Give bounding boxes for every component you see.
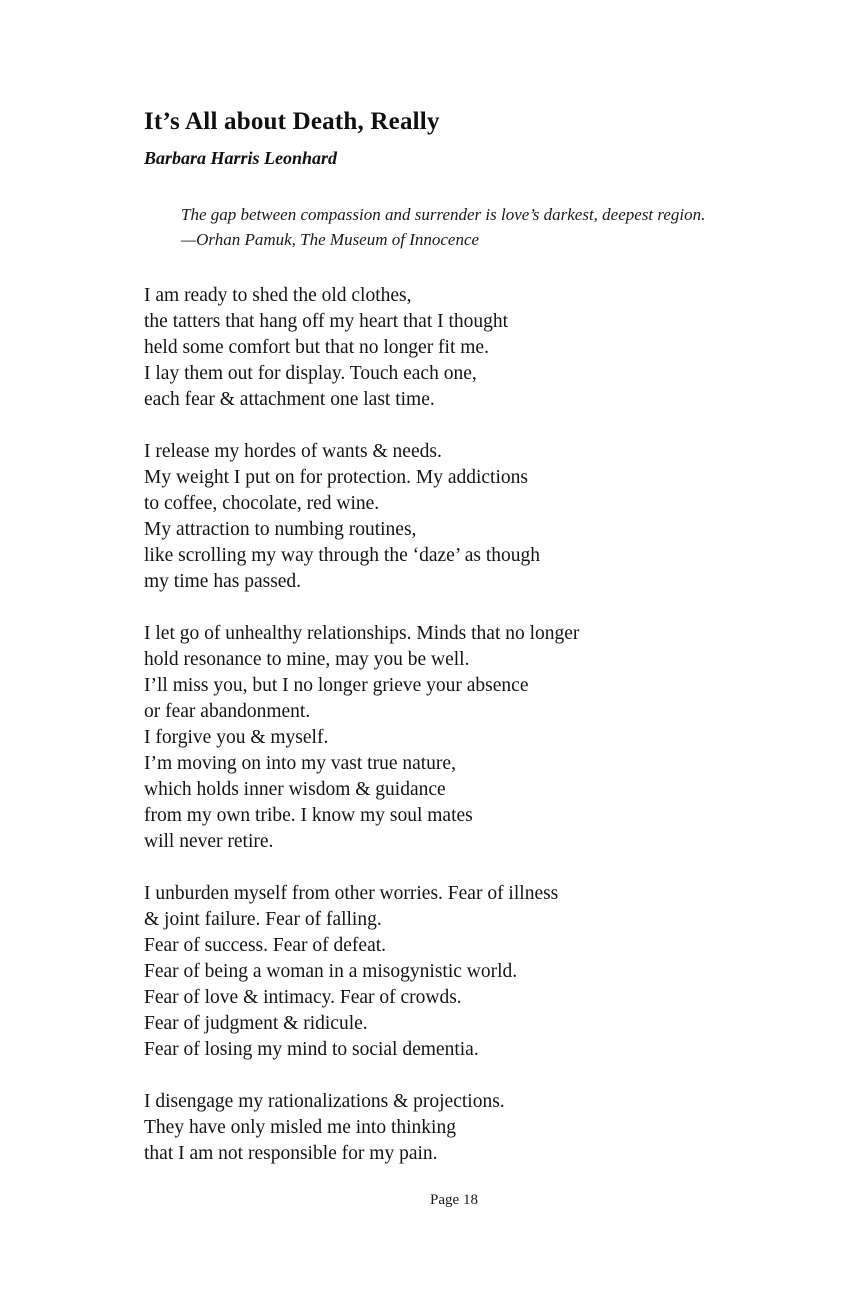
stanza [144, 439, 764, 595]
poem-line: each fear & attachment one last time. [144, 389, 435, 410]
poem-line: They have only misled me into thinking [144, 1117, 456, 1138]
poem-line: that I am not responsible for my pain. [144, 1143, 438, 1164]
poem-title: It’s All about Death, Really [144, 108, 440, 135]
stanza [144, 1089, 764, 1167]
poem-line: I am ready to shed the old clothes, [144, 285, 412, 306]
epigraph-attribution: —Orhan Pamuk, The Museum of Innocence [181, 230, 480, 249]
poem-line: hold resonance to mine, may you be well. [144, 649, 470, 670]
poem-line: I let go of unhealthy relationships. Minds that no longer [144, 623, 580, 644]
poem-line: from my own tribe. I know my soul mates [144, 805, 473, 826]
poem-line: which holds inner wisdom & guidance [144, 779, 446, 800]
poem-line: Fear of success. Fear of defeat. [144, 935, 387, 956]
page-number: Page 18 [430, 1192, 478, 1208]
poem-line: I’m moving on into my vast true nature, [144, 753, 456, 774]
poem-line: like scrolling my way through the ‘daze’ as though [144, 545, 541, 566]
poem-line: I lay them out for display. Touch each one, [144, 363, 477, 384]
poem-line: & joint failure. Fear of falling. [144, 909, 382, 930]
poem-line: my time has passed. [144, 571, 302, 592]
poem-line: Fear of judgment & ridicule. [144, 1013, 368, 1034]
poem-line: I disengage my rationalizations & projections. [144, 1091, 505, 1112]
poem-line: My attraction to numbing routines, [144, 519, 417, 540]
poem-line: I release my hordes of wants & needs. [144, 441, 442, 462]
poem-line: will never retire. [144, 831, 274, 852]
poem-line: Fear of love & intimacy. Fear of crowds. [144, 987, 462, 1008]
poem-line: I’ll miss you, but I no longer grieve your absence [144, 675, 529, 696]
poem-line: Fear of losing my mind to social dementia. [144, 1039, 479, 1060]
poem-line: the tatters that hang off my heart that I thought [144, 311, 509, 332]
poem-line: Fear of being a woman in a misogynistic world. [144, 961, 518, 982]
stanza [144, 881, 764, 1063]
poem-line: to coffee, chocolate, red wine. [144, 493, 380, 514]
stanza [144, 621, 764, 855]
poem-body [144, 283, 764, 1167]
poem-author: Barbara Harris Leonhard [144, 148, 338, 168]
poem-line: I unburden myself from other worries. Fear of illness [144, 883, 559, 904]
poem-line: held some comfort but that no longer fit me. [144, 337, 489, 358]
epigraph [181, 202, 741, 252]
stanza [144, 283, 764, 413]
epigraph-quote: The gap between compassion and surrender is love’s darkest, deepest region. [181, 205, 706, 224]
poem-line: My weight I put on for protection. My addictions [144, 467, 528, 488]
poem-line: I forgive you & myself. [144, 727, 329, 748]
poem-line: or fear abandonment. [144, 701, 311, 722]
